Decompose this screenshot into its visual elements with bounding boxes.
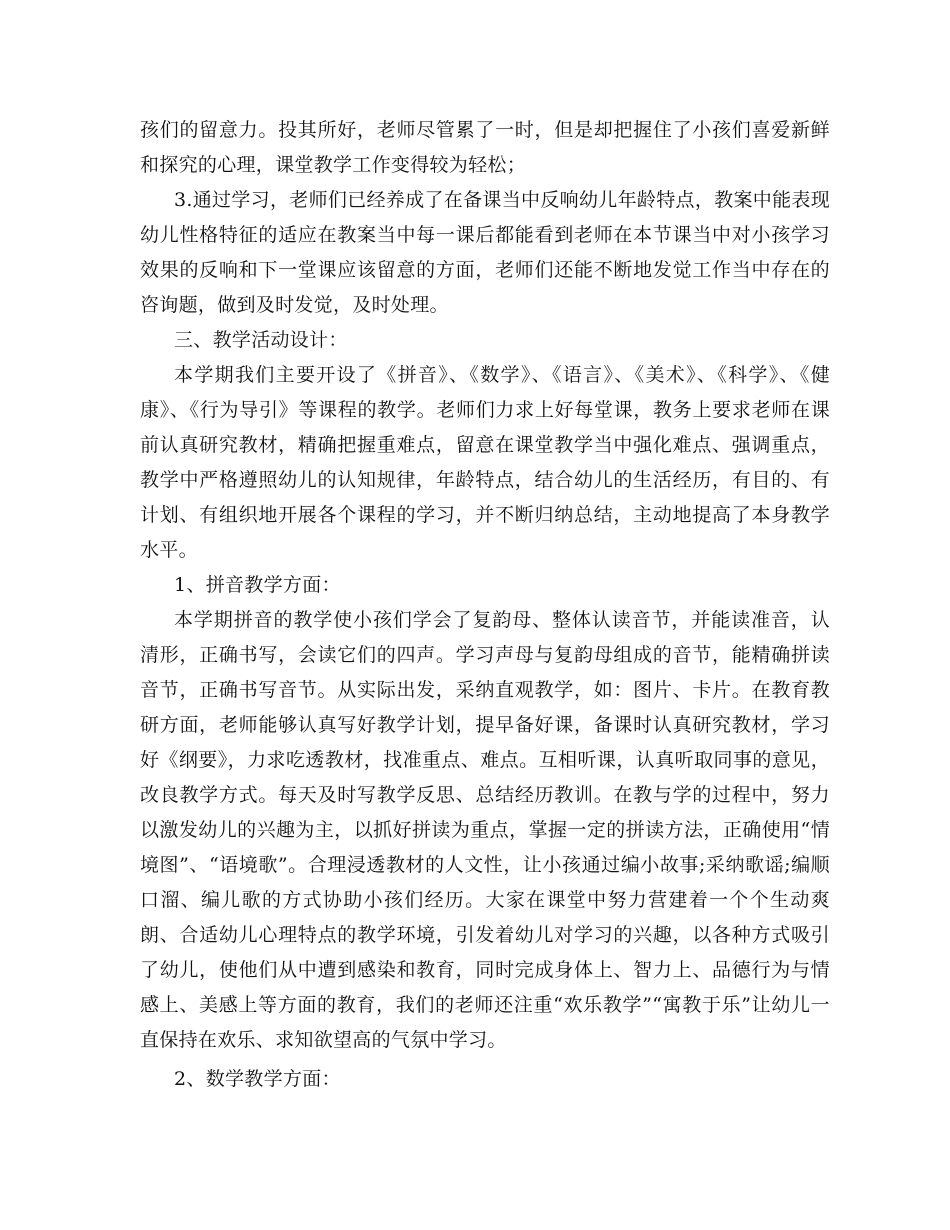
paragraph-point-3: 3.通过学习，老师们已经养成了在备课当中反响幼儿年龄特点，教案中能表现幼儿性格特征的适应在教案当中每一课后都能看到老师在本节课当中对小孩学习效果的反响和下一堂课应该留意的方面，老师们还能不断地发觉工作当中存在的咨询题，做到及时发觉，及时处理。 [140,189,830,316]
paragraph-continuation: 孩们的留意力。投其所好，老师尽管累了一时，但是却把握住了小孩们喜爱新鲜和探究的心理，课堂教学工作变得较为轻松； [140,119,830,176]
paragraph-courses: 本学期我们主要开设了《拼音》、《数学》、《语言》、《美术》、《科学》、《健康》、《行为导引》等课程的教学。老师们力求上好每堂课，教务上要求老师在课前认真研究教材，精确把握重难点，留意在课堂教学当中强化难点、强调重点，教学中严格遵照幼儿的认知规律，年龄特点，结合幼儿的生活经历，有目的、有计划、有组织地开展各个课程的学习，并不断归纳总结，主动地提高了本身教学水平。 [140,364,830,561]
subheading-math: 2、数学教学方面： [174,1068,341,1090]
document-body [140,113,830,1097]
subheading-pinyin: 1、拼音教学方面： [174,574,341,596]
section-heading-teaching-activity: 三、教学活动设计： [174,329,348,351]
paragraph-pinyin: 本学期拼音的教学使小孩们学会了复韵母、整体认读音节，并能读准音，认清形，正确书写，会读它们的四声。学习声母与复韵母组成的音节，能精确拼读音节，正确书写音节。从实际出发，采纳直观教学，如：图片、卡片。在教育教研方面，老师能够认真写好教学计划，提早备好课，备课时认真研究教材，学习好《纲要》，力求吃透教材，找准重点、难点。互相听课，认真听取同事的意见，改良教学方式。每天及时写教学反思、总结经历教训。在教与学的过程中，努力以激发幼儿的兴趣为主，以抓好拼读为重点，掌握一定的拼读方法，正确使用“情境图”、“语境歌”。合理浸透教材的人文性，让小孩通过编小故事;采纳歌谣;编顺口溜、编儿歌的方式协助小孩们经历。大家在课堂中努力营建着一个个生动爽朗、合适幼儿心理特点的教学环境，引发着幼儿对学习的兴趣，以各种方式吸引了幼儿，使他们从中遭到感染和教育，同时完成身体上、智力上、品德行为与情感上、美感上等方面的教育，我们的老师还注重“欢乐教学”“寓教于乐”让幼儿一直保持在欢乐、求知欲望高的气氛中学习。 [140,609,830,1051]
